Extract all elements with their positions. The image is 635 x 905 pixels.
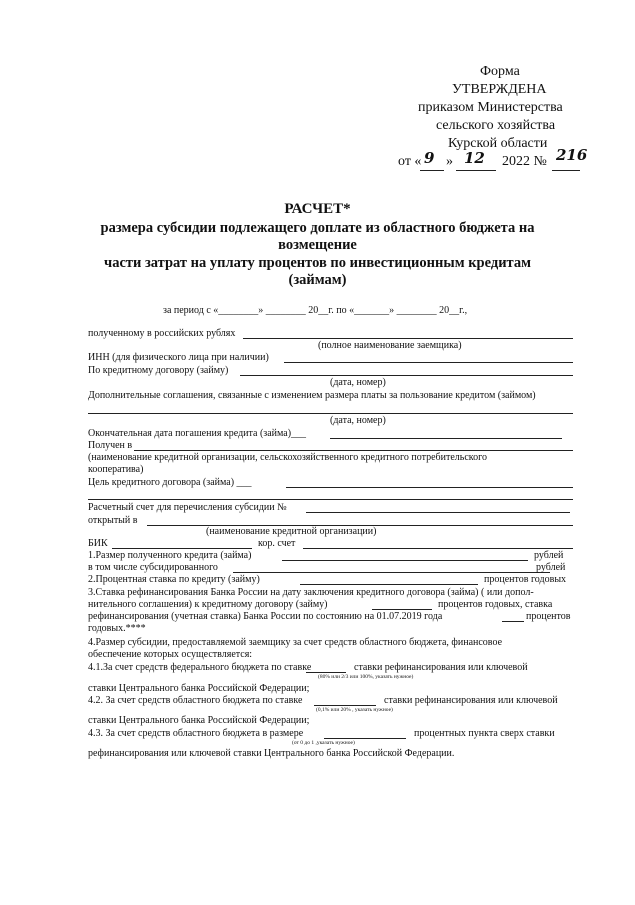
date-month-line	[456, 170, 496, 171]
inn-label: ИНН (для физического лица при наличии)	[88, 352, 269, 363]
approval-line-3: Курской области	[448, 136, 548, 151]
approval-date-close: »	[446, 154, 453, 169]
item41-suffix: ставки рефинансирования или ключевой	[354, 662, 528, 673]
title-line-1: размера субсидии подлежащего доплате из областного бюджета на	[100, 220, 535, 236]
item41-hint: (80% или 2/3 или 100%, указать нужное)	[318, 674, 414, 680]
approval-line-2: сельского хозяйства	[436, 118, 556, 133]
org-name-hint-1: (наименование кредитной организации, сельскохозяйственного кредитного потребительского	[88, 452, 487, 463]
bik-label: БИК	[88, 538, 108, 549]
received-in-label: Получен в	[88, 440, 133, 451]
loan-agreement-hint: (дата, номер)	[330, 377, 386, 388]
form-label: Форма	[480, 64, 520, 79]
item43-line-2: рефинансирования или ключевой ставки Центрального банка Российской Федерации.	[88, 748, 455, 759]
item1b-unit: рублей	[536, 562, 566, 573]
item3-percent-line	[502, 621, 524, 622]
item3-line-3a: рефинансирования (учетная ставка) Банка России по состоянию на 01.07.2019 года	[88, 611, 443, 622]
additional-agreements-line	[88, 413, 573, 414]
item41-label: 4.1.За счет средств федерального бюджета по ставке	[88, 662, 312, 673]
item4-line-1: 4.Размер субсидии, предоставляемой заемщику за счет средств областного бюджета, финансовое	[88, 637, 503, 648]
item3-line-1: 3.Ставка рефинансирования Банка России на дату заключения кредитного договора (займа) ( или допол-	[88, 587, 534, 598]
item2-line	[300, 584, 478, 585]
settlement-account-label: Расчетный счет для перечисления субсидии №	[88, 502, 287, 513]
title-line-3: части затрат на уплату процентов по инвестиционным кредитам	[104, 255, 531, 271]
approval-number-line	[552, 170, 580, 171]
item43-suffix: процентных пункта сверх ставки	[414, 728, 555, 739]
item1b-label: в том числе субсидированного	[88, 562, 218, 573]
purpose-label: Цель кредитного договора (займа) ___	[88, 477, 252, 488]
inn-line	[284, 362, 573, 363]
opened-in-label: открытый в	[88, 515, 138, 526]
title-line-4: (займам)	[288, 272, 347, 288]
item3-line-2a: нительного соглашения) к кредитному договору (займу)	[88, 599, 328, 610]
item41-line-2: ставки Центрального банка Российской Федерации;	[88, 683, 310, 694]
item2-label: 2.Процентная ставка по кредиту (займу)	[88, 574, 260, 585]
item41-rate-line	[306, 672, 346, 673]
borrower-name-hint: (полное наименование заемщика)	[318, 340, 462, 351]
purpose-line	[286, 487, 573, 488]
loan-agreement-label: По кредитному договору (займу)	[88, 365, 229, 376]
loan-agreement-line	[240, 375, 573, 376]
item2-unit: процентов годовых	[484, 574, 567, 585]
settlement-account-line	[306, 512, 570, 513]
final-date-line	[330, 438, 562, 439]
final-date-label: Окончательная дата погашения кредита (займа)___	[88, 428, 307, 439]
approval-date-year: 2022 №	[502, 154, 547, 169]
received-label: полученному в российских рублях	[88, 328, 236, 339]
item42-hint: (0,1% или 20% , указать нужное)	[316, 707, 393, 713]
item42-rate-line	[314, 705, 376, 706]
received-in-line	[134, 450, 573, 451]
item43-hint: (от 0 до 1 ,указать нужное)	[292, 740, 355, 746]
item1-unit: рублей	[534, 550, 564, 561]
opened-in-hint: (наименование кредитной организации)	[206, 526, 377, 537]
org-name-hint-2: кооператива)	[88, 464, 144, 475]
item43-label: 4.3. За счет средств областного бюджета в размере	[88, 728, 304, 739]
title-line-2: возмещение	[278, 237, 357, 253]
item42-suffix: ставки рефинансирования или ключевой	[384, 695, 558, 706]
purpose-line-2	[88, 499, 573, 500]
bik-line	[112, 548, 252, 549]
item3-line-4: годовых.****	[88, 623, 146, 634]
approved-label: УТВЕРЖДЕНА	[452, 82, 547, 97]
date-day-line	[420, 170, 444, 171]
item4-line-2: обеспечение которых осуществляется:	[88, 649, 253, 660]
approval-date-month: 12	[464, 149, 485, 167]
item42-label: 4.2. За счет средств областного бюджета по ставке	[88, 695, 303, 706]
approval-number: 216	[556, 146, 588, 164]
corr-account-line	[303, 548, 573, 549]
approval-date-prefix: от «	[398, 154, 422, 169]
borrower-name-line	[243, 338, 573, 339]
approval-date-day: 9	[424, 149, 435, 167]
item1-line	[282, 560, 528, 561]
period-line: за период с «________» ________ 20__г. по «_______» ________ 20__г.,	[163, 305, 468, 316]
item3-rate-line	[372, 609, 432, 610]
item42-line-2: ставки Центрального банка Российской Федерации;	[88, 715, 310, 726]
document-title: РАСЧЕТ*	[284, 201, 351, 217]
item1b-line	[233, 572, 550, 573]
item3-line-3b: процентов	[526, 611, 571, 622]
item1-label: 1.Размер полученного кредита (займа)	[88, 550, 252, 561]
additional-agreements-hint: (дата, номер)	[330, 415, 386, 426]
item3-line-2b: процентов годовых, ставка	[438, 599, 553, 610]
corr-account-label: кор. счет	[258, 538, 296, 549]
approval-line-1: приказом Министерства	[418, 100, 563, 115]
additional-agreements-label: Дополнительные соглашения, связанные с изменением размера платы за пользование кредитом (займом)	[88, 390, 536, 401]
item43-amount-line	[324, 738, 406, 739]
